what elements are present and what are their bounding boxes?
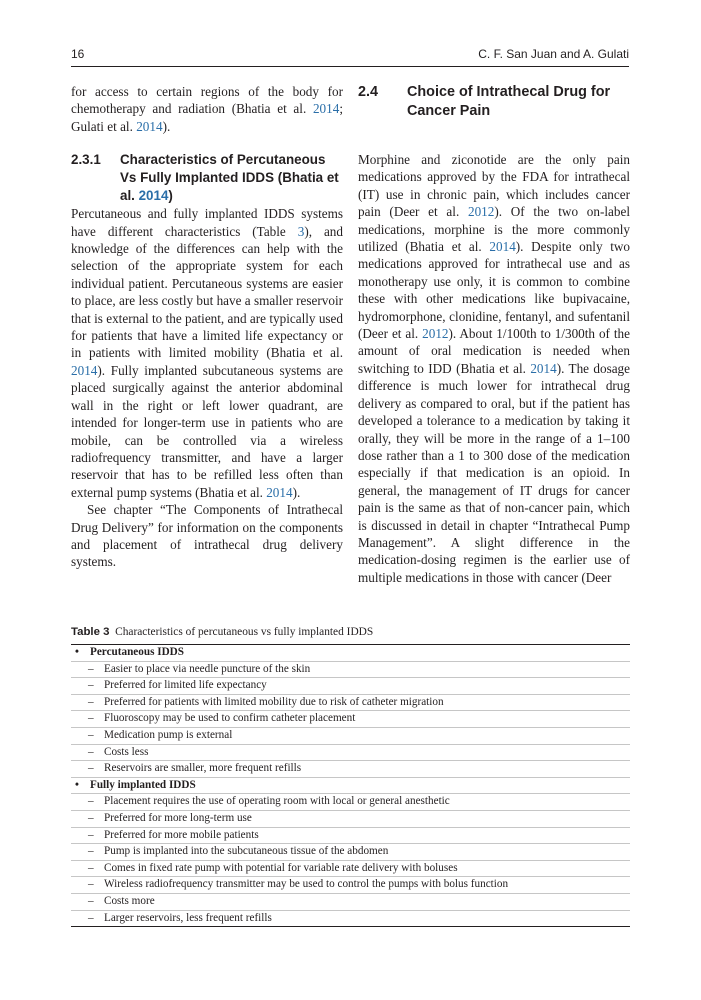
table-group-row xyxy=(71,645,630,662)
table-cell: Wireless radiofrequency transmitter may be used to control the pumps with bolus function xyxy=(104,878,509,891)
table-cell: Preferred for more mobile patients xyxy=(104,828,259,841)
section-number: 2.4 xyxy=(358,84,379,100)
table-group-title: Fully implanted IDDS xyxy=(90,778,196,791)
subsection-number: 2.3.1 xyxy=(71,152,101,168)
table-cell: Preferred for more long-term use xyxy=(104,811,252,824)
subsection-heading xyxy=(71,151,343,205)
table-row xyxy=(71,844,630,861)
table-row xyxy=(71,911,630,928)
table-cell: Preferred for patients with limited mobility due to risk of catheter migration xyxy=(104,695,444,708)
header-rule xyxy=(71,66,629,67)
dash-marker: – xyxy=(88,679,94,692)
table-cell: Comes in fixed rate pump with potential for variable rate delivery with boluses xyxy=(104,861,458,874)
citation-link[interactable]: 2014 xyxy=(312,101,340,117)
intro-paragraph: for access to certain regions of the body for chemotherapy and radiation (Bhatia et al. 2014; Gulati et al. 2014). xyxy=(71,84,343,134)
table-label: Table 3 xyxy=(71,626,110,638)
left-column xyxy=(71,83,343,571)
dash-marker: – xyxy=(88,745,94,758)
bullet-marker: • xyxy=(75,646,79,658)
table-row xyxy=(71,861,630,878)
table-cell: Reservoirs are smaller, more frequent refills xyxy=(104,762,302,775)
table-row xyxy=(71,761,630,778)
dash-marker: – xyxy=(88,728,94,741)
table-cell: Costs less xyxy=(104,745,149,758)
citation-link[interactable]: 2014 xyxy=(266,484,293,500)
bullet-marker: • xyxy=(75,778,79,791)
section-heading xyxy=(358,83,630,121)
table-cell: Easier to place via needle puncture of the skin xyxy=(104,662,311,675)
table-cell: Costs more xyxy=(104,894,155,907)
table-row xyxy=(71,728,630,745)
dash-marker: – xyxy=(88,861,94,874)
table-group-row xyxy=(71,778,630,795)
citation-link[interactable]: 2014 xyxy=(71,362,98,378)
table-row xyxy=(71,678,630,695)
table-cell: Pump is implanted into the subcutaneous tissue of the abdomen xyxy=(104,845,389,858)
table-cell: Larger reservoirs, less frequent refills xyxy=(104,911,272,924)
table-row xyxy=(71,695,630,712)
citation-link[interactable]: 2014 xyxy=(138,188,169,204)
citation-link[interactable]: 2012 xyxy=(422,326,449,342)
table-group-title: Percutaneous IDDS xyxy=(90,646,184,658)
dash-marker: – xyxy=(88,828,94,841)
dash-marker: – xyxy=(88,695,94,708)
section-title: Choice of Intrathecal Drug for Cancer Pain xyxy=(407,84,611,119)
citation-link[interactable]: 2014 xyxy=(136,118,163,134)
table-row xyxy=(71,811,630,828)
subsection-title: Characteristics of Percutaneous Vs Fully Implanted IDDS (Bhatia et al. 2014) xyxy=(120,152,339,204)
table-row xyxy=(71,745,630,762)
dash-marker: – xyxy=(88,762,94,775)
characteristics-table xyxy=(71,644,630,927)
dash-marker: – xyxy=(88,811,94,824)
right-column xyxy=(358,83,630,586)
dash-marker: – xyxy=(88,795,94,808)
table-row xyxy=(71,877,630,894)
table-row xyxy=(71,662,630,679)
table-cell: Preferred for limited life expectancy xyxy=(104,679,267,692)
body-paragraph: Morphine and ziconotide are the only pain medications approved by the FDA for intrathecal (IT) use in chronic pain, which includes cancer pain (Deer et al. 2012). Of the two on-label medications, morphine is the more commonly utilized (Bhatia et al. 2014). Despite only two medications approved for intrathecal use and as monotherapy use only, it is common to combine these with other medications like bupivacaine, hydromorphone, clonidine, fentanyl, and sufentanil (Deer et al. 2012). About 1/100th to 1/300th of the amount of oral medication is needed when switching to IDD (Bhatia et al. 2014). The dosage difference is much lower for intrathecal drug delivery as compared to oral, but if the patient has developed a tolerance to a medication by taking it orally, they will be more in the range of a 1–100 dose rather than a 1 to 300 dose of the medication especially if that medication is an opioid. In general, the management of IT drugs for cancer pain is the same as that of non-cancer pain, which is discussed in detail in chapter “Intrathecal Pump Management”. A slight difference in the medication-dosing regimen is the earlier use of multiple medications in those with cancer (Deer xyxy=(358,152,631,585)
table-caption xyxy=(71,626,373,638)
table-row xyxy=(71,711,630,728)
table-row xyxy=(71,828,630,845)
dash-marker: – xyxy=(88,878,94,891)
citation-link[interactable]: 2014 xyxy=(530,360,557,376)
table-reference-link[interactable]: 3 xyxy=(297,223,305,239)
table-cell: Medication pump is external xyxy=(104,728,233,741)
page-number: 16 xyxy=(71,47,85,61)
dash-marker: – xyxy=(88,712,94,725)
table-cell: Placement requires the use of operating room with local or general anesthetic xyxy=(104,795,450,808)
dash-marker: – xyxy=(88,662,94,675)
table-caption-text: Characteristics of percutaneous vs fully implanted IDDS xyxy=(115,626,374,638)
table-row xyxy=(71,894,630,911)
citation-link[interactable]: 2014 xyxy=(489,239,516,255)
dash-marker: – xyxy=(88,845,94,858)
body-paragraph: Percutaneous and fully implanted IDDS systems have different characteristics (Table 3), and knowledge of the differences can help with the selection of the appropriate system for each individual patient. Percutaneous systems are easier to place, are less costly but have a smaller reservoir that is external to the patient, and are typically used for patients that have a limited life expectancy or in patients with limited mobility (Bhatia et al. 2014). Fully implanted subcutaneous systems are placed surgically against the anterior abdominal wall in the right or left lower quadrant, are intended for longer-term use in patients who are mobile, can be controlled via a wireless radiofrequency transmitter, and have a larger reservoir that has to be refilled less often than external pump systems (Bhatia et al. 2014). xyxy=(71,206,343,500)
dash-marker: – xyxy=(88,894,94,907)
table-row xyxy=(71,794,630,811)
dash-marker: – xyxy=(88,911,94,924)
running-head-authors: C. F. San Juan and A. Gulati xyxy=(478,47,629,61)
table-cell: Fluoroscopy may be used to confirm catheter placement xyxy=(104,712,356,725)
body-paragraph: See chapter “The Components of Intrathecal Drug Delivery” for information on the components and placement of intrathecal drug delivery systems. xyxy=(71,502,343,570)
citation-link[interactable]: 2012 xyxy=(467,204,495,220)
